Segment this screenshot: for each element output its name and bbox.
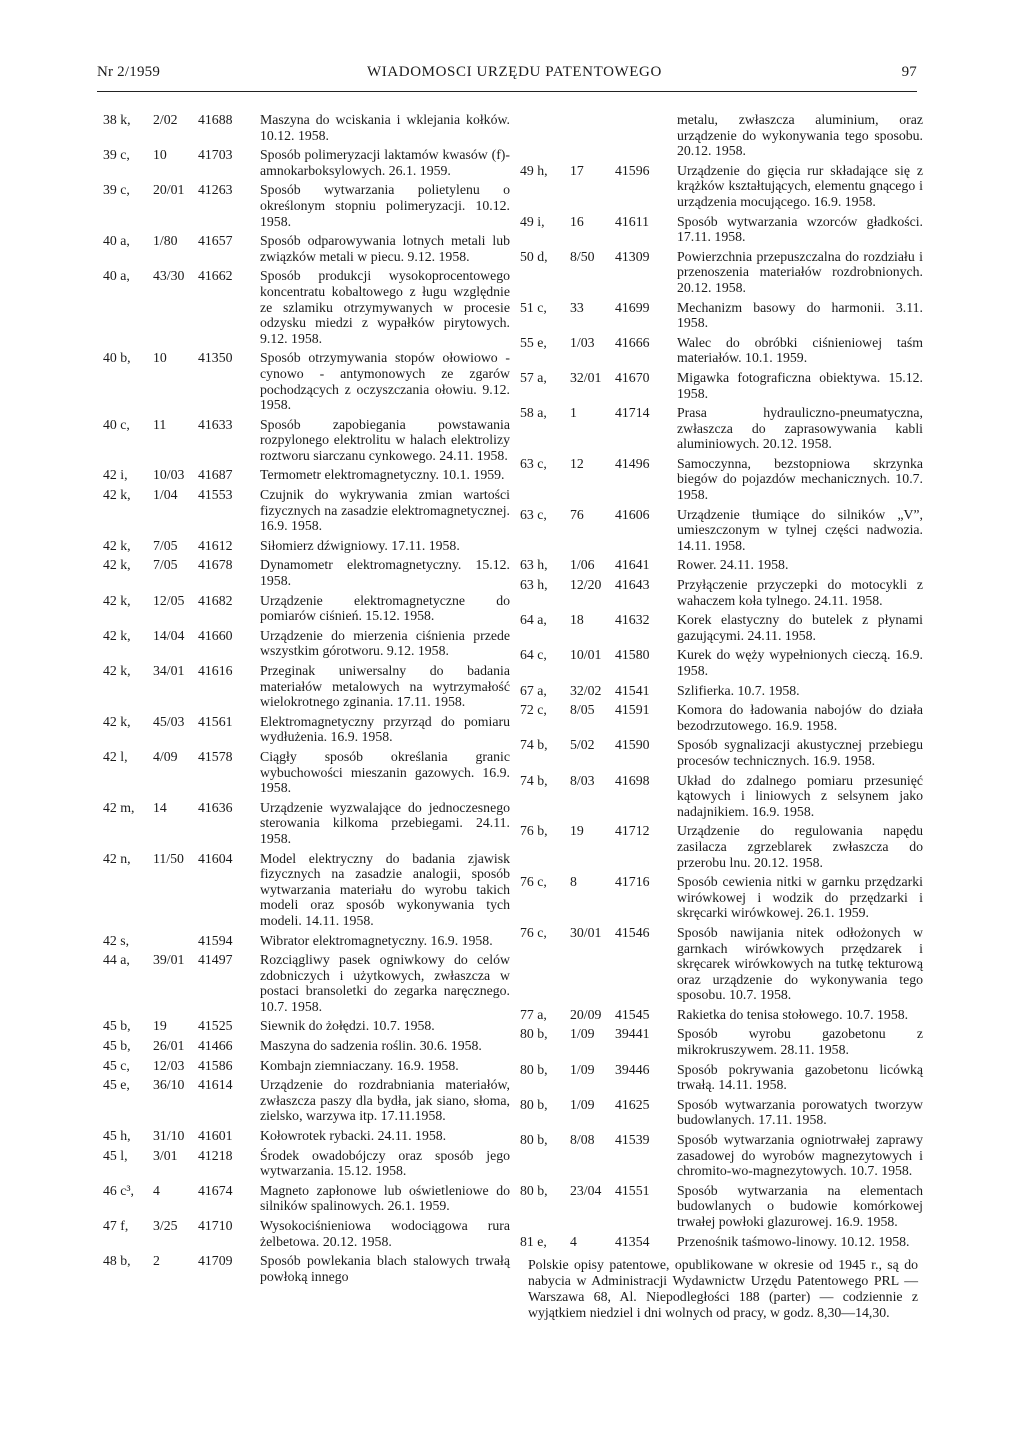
group-code: 39/01 <box>153 952 185 968</box>
patent-entry <box>103 1058 513 1074</box>
patent-number: 41606 <box>615 506 650 522</box>
class-code: 45 e, <box>103 1077 130 1093</box>
patent-number: 41551 <box>615 1182 650 1198</box>
patent-title: Korek elastyczny do butelek z płynami gazującymi. 24.11. 1958. <box>677 612 923 643</box>
class-code: 42 k, <box>103 663 131 678</box>
patent-number: 41539 <box>615 1132 650 1148</box>
class-code: 81 e, <box>520 1233 547 1249</box>
patent-number: 41662 <box>198 268 233 284</box>
patent-title: Środek owadobójczy oraz sposób jego wytwarzania. 15.12. 1958. <box>260 1147 510 1179</box>
patent-entry <box>103 487 513 534</box>
class-code: 47 f, <box>103 1218 129 1233</box>
patent-entry <box>520 334 923 366</box>
left-column <box>103 112 513 1288</box>
patent-title: Czujnik do wykrywania zmian wartości fizycznych na zasadzie elektromagnetycznej. 16.9. 1958. <box>260 487 510 534</box>
patent-number: 41218 <box>198 1147 233 1163</box>
patent-entry <box>520 299 923 331</box>
patent-title: Urządzenie do gięcia rur składające się z krążków kształtujących, elementu gnącego i urządzenia mocującego. 16.9. 1958. <box>677 162 923 209</box>
patent-number: 41545 <box>615 1006 650 1022</box>
patent-number: 41641 <box>615 557 650 573</box>
patent-number: 41546 <box>615 924 650 940</box>
class-code: 76 c, <box>520 874 547 890</box>
group-code: 23/04 <box>570 1182 602 1198</box>
patent-entry <box>103 1128 513 1144</box>
patent-entry <box>103 1183 513 1214</box>
patent-title: Urządzenie do regulowania napędu zasilacza zgrzeblarek zwłaszcza do przerobu lnu. 20.12. 1958. <box>677 823 923 870</box>
group-code: 2 <box>153 1253 160 1269</box>
patent-entry <box>520 647 923 678</box>
patent-title: Maszyna do sadzenia roślin. 30.6. 1958. <box>260 1038 482 1054</box>
patent-number: 41643 <box>615 577 650 593</box>
patent-entry <box>103 851 513 929</box>
class-code: 38 k, <box>103 112 131 127</box>
patent-entry <box>520 162 923 210</box>
patent-number: 41604 <box>198 850 233 866</box>
patent-number: 41553 <box>198 487 233 503</box>
patent-number: 41350 <box>198 350 233 366</box>
group-code: 1/03 <box>570 334 595 350</box>
class-code: 45 h, <box>103 1128 131 1144</box>
patent-entry <box>520 1007 920 1023</box>
patent-entry <box>520 557 920 573</box>
patent-title: Sposób wyrobu gazobetonu z mikrokruszywem. 28.11. 1958. <box>677 1026 923 1058</box>
group-code: 10 <box>153 350 167 366</box>
group-code: 14/04 <box>153 627 185 643</box>
class-code: 40 b, <box>103 350 131 366</box>
patent-title: Ciągły sposób określania granic wybuchowości mieszanin gazowych. 16.9. 1958. <box>260 748 510 796</box>
class-code: 44 a, <box>103 952 130 968</box>
class-code: 76 c, <box>520 924 547 940</box>
patent-entry <box>520 405 923 452</box>
patent-title: Przenośnik taśmowo-linowy. 10.12. 1958. <box>677 1233 910 1249</box>
patent-title: Urządzenie do mierzenia ciśnienia przede wszystkim górotworu. 9.12. 1958. <box>260 627 510 659</box>
class-code: 80 b, <box>520 1132 548 1148</box>
class-code: 77 a, <box>520 1006 547 1022</box>
patent-title: Sposób polimeryzacji laktamów kwasów (f)- amnokarboksylowych. 26.1. 1959. <box>260 147 510 178</box>
patent-number: 41712 <box>615 823 650 839</box>
group-code: 1/09 <box>570 1026 595 1042</box>
class-code: 42 k, <box>103 713 131 729</box>
group-code: 3/01 <box>153 1147 178 1163</box>
patent-entry <box>520 577 923 608</box>
patent-entry <box>520 455 923 503</box>
patent-number: 41497 <box>198 952 233 968</box>
patent-entry <box>520 1234 920 1250</box>
class-code: 63 h, <box>520 557 548 573</box>
patent-title: Sposób nawijania nitek odłożonych w garnkach wirówkowych przędzarek i skręcarek wirówkowych na tutkę tekturową oraz urządzenie do wykonywania tego sposobu. 10.7. 1958. <box>677 924 923 1003</box>
patent-number: 41636 <box>198 799 233 815</box>
patent-entry <box>103 268 513 346</box>
patent-entry <box>520 772 923 820</box>
class-code: 63 h, <box>520 577 548 593</box>
patent-title: Mechanizm basowy do harmonii. 3.11. 1958. <box>677 299 923 331</box>
patent-title: Wibrator elektromagnetyczny. 16.9. 1958. <box>260 932 493 948</box>
patent-entry <box>520 1096 923 1128</box>
class-code: 58 a, <box>520 405 547 421</box>
class-code: 80 b, <box>520 1096 548 1112</box>
patent-title: Sposób powlekania blach stalowych trwałą powłoką innego <box>260 1253 510 1284</box>
patent-entry <box>103 1038 513 1054</box>
patent-entry <box>103 112 513 143</box>
group-code: 10/01 <box>570 647 602 663</box>
patent-entry <box>520 702 923 733</box>
class-code: 49 h, <box>520 162 548 178</box>
patent-number: 41633 <box>198 416 233 432</box>
group-code: 8 <box>570 874 577 890</box>
class-code: 42 k, <box>103 487 131 503</box>
patent-entry <box>520 924 923 1003</box>
patent-number: 41561 <box>198 713 233 729</box>
patent-title: Powierzchnia przepuszczalna do rozdziału i przenoszenia materiałów rozdrobnionych. 20.12. 1958. <box>677 248 923 295</box>
group-code: 76 <box>570 506 584 522</box>
patent-title: Prasa hydrauliczno-pneumatyczna, zwłaszcza do zaprasowywania kabli aluminiowych. 20.12. 1958. <box>677 405 923 452</box>
patent-number: 41580 <box>615 647 650 663</box>
patent-entry <box>103 147 513 178</box>
class-code: 40 c, <box>103 416 130 432</box>
group-code: 20/09 <box>570 1006 602 1022</box>
patent-title: Migawka fotograficzna obiektywa. 15.12. 1958. <box>677 369 923 401</box>
group-code: 8/08 <box>570 1132 595 1148</box>
group-code: 33 <box>570 299 584 315</box>
group-code: 19 <box>570 823 584 839</box>
group-code: 43/30 <box>153 268 185 284</box>
patent-number: 41596 <box>615 162 650 178</box>
patent-title: Komora do ładowania nabojów do działa bezodrzutowego. 16.9. 1958. <box>677 702 923 733</box>
group-code: 45/03 <box>153 713 185 729</box>
patent-title: Sposób produkcji wysokoprocentowego koncentratu kobaltowego z ługu względnie ze szlamiku otrzymywanych w procesie odzysku miedzi z wypałków pirytowych. 9.12. 1958. <box>260 268 510 346</box>
patent-entry <box>103 749 513 796</box>
patent-entry <box>520 737 923 768</box>
patent-entry <box>520 874 923 921</box>
patent-entry <box>103 1218 513 1249</box>
group-code: 12/20 <box>570 577 602 593</box>
group-code: 4 <box>153 1182 160 1198</box>
patent-number: 41263 <box>198 182 233 198</box>
group-code: 34/01 <box>153 663 185 678</box>
group-code: 12/03 <box>153 1057 185 1073</box>
group-code: 10 <box>153 147 167 163</box>
group-code: 18 <box>570 612 584 628</box>
group-code: 11 <box>153 416 167 432</box>
patent-number: 41699 <box>615 299 650 315</box>
right-column <box>520 112 923 1253</box>
patent-number: 41525 <box>198 1018 233 1034</box>
class-code: 46 c³, <box>103 1182 134 1198</box>
patent-entry <box>520 1061 923 1093</box>
class-code: 50 d, <box>520 248 548 264</box>
patent-entry <box>520 1026 923 1058</box>
patent-entry <box>520 369 923 401</box>
class-code: 42 s, <box>103 932 130 948</box>
patent-title: Przeginak uniwersalny do badania materiałów metalowych na wytrzymałość wielokrotnego zginania. 17.11. 1958. <box>260 663 510 710</box>
patent-number: 41586 <box>198 1057 233 1073</box>
class-code: 63 c, <box>520 506 547 522</box>
class-code: 45 l, <box>103 1147 128 1163</box>
group-code: 7/05 <box>153 537 178 553</box>
patent-title: Magneto zapłonowe lub oświetleniowe do silników spalinowych. 26.1. 1959. <box>260 1182 510 1214</box>
group-code: 17 <box>570 162 584 178</box>
patent-title: Sposób pokrywania gazobetonu licówką trwałą. 14.11. 1958. <box>677 1061 923 1093</box>
patent-title: Sposób otrzymywania stopów ołowiowo - cynowo - antymonowych ze zgarów pochodzących z oczyszczania ołowiu. 9.12. 1958. <box>260 350 510 413</box>
class-code: 74 b, <box>520 772 548 788</box>
patent-title: Sposób wytwarzania na elementach budowlanych o budowie komórkowej trwałej powłoki glazurowej. 16.9. 1958. <box>677 1182 923 1229</box>
class-code: 39 c, <box>103 147 130 163</box>
patent-number: 41688 <box>198 112 233 127</box>
patent-entry <box>103 714 513 745</box>
group-code: 14 <box>153 799 167 815</box>
group-code: 1/09 <box>570 1061 595 1077</box>
patent-number: 41678 <box>198 557 233 573</box>
patent-number: 41309 <box>615 248 650 264</box>
patent-title: Dynamometr elektromagnetyczny. 15.12. 1958. <box>260 557 510 589</box>
class-code: 42 i, <box>103 467 128 483</box>
patent-entry <box>103 1077 513 1124</box>
patent-number: 41670 <box>615 369 650 385</box>
patent-entry <box>520 1132 923 1179</box>
patent-number: 41466 <box>198 1038 233 1054</box>
group-code: 8/50 <box>570 248 595 264</box>
patent-title: Siewnik do żołędzi. 10.7. 1958. <box>260 1018 435 1034</box>
patent-title: Urządzenie tłumiące do silników „V”, umieszczonym w tylnej części nadwozia. 14.11. 1958. <box>677 506 923 553</box>
patent-title: Sposób odparowywania lotnych metali lub związków metali w piecu. 9.12. 1958. <box>260 233 510 264</box>
group-code: 12 <box>570 455 584 471</box>
class-code: 80 b, <box>520 1061 548 1077</box>
patent-entry <box>103 800 513 847</box>
patent-title: Układ do zdalnego pomiaru przesunięć kątowych i liniowych z selsynem jako nadajnikiem. 16.9. 1958. <box>677 772 923 819</box>
class-code: 42 m, <box>103 799 135 815</box>
patent-entry <box>103 628 513 659</box>
patent-number: 41714 <box>615 405 650 421</box>
group-code: 11/50 <box>153 850 184 866</box>
class-code: 74 b, <box>520 737 548 753</box>
group-code: 20/01 <box>153 182 185 198</box>
patent-title: Urządzenie wyzwalające do jednoczesnego sterowania kilkoma przebiegami. 24.11. 1958. <box>260 799 510 846</box>
patent-number: 41354 <box>615 1233 650 1249</box>
patent-entry <box>520 683 920 699</box>
patent-number: 41657 <box>198 233 233 249</box>
patent-entry <box>103 557 513 588</box>
patent-entry <box>520 506 923 554</box>
group-code: 4/09 <box>153 748 178 764</box>
group-code: 1/80 <box>153 233 178 249</box>
group-code: 30/01 <box>570 924 602 940</box>
purchase-notice: Polskie opisy patentowe, opublikowane w okresie od 1945 r., są do nabycia w Administracji Wydawnictw Urzędu Patentowego PRL — Warszawa 68, Al. Niepodległości 188 (parter) — codziennie z wyjątkiem niedziel i dni wolnych od pracy, w godz. 8,30—14,30. <box>528 1257 918 1320</box>
page-header <box>97 64 917 94</box>
group-code: 32/02 <box>570 682 602 698</box>
class-code: 67 a, <box>520 682 547 698</box>
patent-number: 41698 <box>615 772 650 788</box>
class-code: 42 k, <box>103 627 131 643</box>
patent-title: Wysokociśnieniowa wodociągowa rura żelbetowa. 20.12. 1958. <box>260 1218 510 1249</box>
patent-title: Elektromagnetyczny przyrząd do pomiaru wydłużenia. 16.9. 1958. <box>260 713 510 745</box>
class-code: 51 c, <box>520 299 547 315</box>
class-code: 42 l, <box>103 748 128 764</box>
patent-number: 41716 <box>615 874 650 890</box>
patent-number: 41594 <box>198 932 233 948</box>
patent-entry <box>520 248 923 296</box>
patent-entry <box>103 1253 513 1284</box>
class-code: 57 a, <box>520 369 547 385</box>
class-code: 48 b, <box>103 1253 131 1269</box>
patent-title: Przyłączenie przyczepki do motocykli z wahaczem koła tylnego. 24.11. 1958. <box>677 577 923 608</box>
patent-title: Walec do obróbki ciśnieniowej taśm materiałów. 10.1. 1959. <box>677 334 923 366</box>
journal-title: WIADOMOSCI URZĘDU PATENTOWEGO <box>367 64 662 80</box>
class-code: 42 k, <box>103 557 131 573</box>
patent-title: Sposób sygnalizacji akustycznej przebiegu procesów technicznych. 16.9. 1958. <box>677 737 923 768</box>
group-code: 3/25 <box>153 1218 178 1233</box>
patent-entry <box>103 663 513 710</box>
class-code: 45 b, <box>103 1038 131 1054</box>
patent-number: 41682 <box>198 592 233 608</box>
patent-entry <box>103 350 513 412</box>
group-code: 2/02 <box>153 112 178 127</box>
patent-number: 41674 <box>198 1182 233 1198</box>
class-code: 63 c, <box>520 455 547 471</box>
patent-title: Szlifierka. 10.7. 1958. <box>677 682 800 698</box>
patent-title: Kombajn ziemniaczany. 16.9. 1958. <box>260 1057 459 1073</box>
patent-title: Sposób wytwarzania porowatych tworzyw budowlanych. 17.11. 1958. <box>677 1096 923 1128</box>
group-code: 26/01 <box>153 1038 185 1054</box>
patent-title: Termometr elektromagnetyczny. 10.1. 1959. <box>260 467 505 483</box>
patent-number: 41703 <box>198 147 233 163</box>
class-code: 42 n, <box>103 850 131 866</box>
header-rule <box>97 91 917 92</box>
patent-title: Sposób wytwarzania wzorców gładkości. 17.11. 1958. <box>677 213 923 245</box>
group-code: 16 <box>570 213 584 229</box>
patent-title: Maszyna do wciskania i wklejania kołków. 10.12. 1958. <box>260 112 510 143</box>
patent-title: Sposób wytwarzania polietylenu o określonym stopniu polimeryzacji. 10.12. 1958. <box>260 182 510 229</box>
patent-entry <box>103 538 513 554</box>
class-code: 80 b, <box>520 1182 548 1198</box>
patent-title: Kurek do węży wypełnionych cieczą. 16.9. 1958. <box>677 647 923 678</box>
patent-number: 41541 <box>615 682 650 698</box>
patent-title: Rozciągliwy pasek ogniwkowy do celów zdobniczych i użytkowych, zwłaszcza w postaci bransoletki do zegarka naręcznego. 10.7. 1958. <box>260 952 510 1014</box>
class-code: 45 c, <box>103 1057 130 1073</box>
patent-entry <box>103 1148 513 1179</box>
class-code: 45 b, <box>103 1018 131 1034</box>
group-code: 1/09 <box>570 1096 595 1112</box>
patent-number: 41601 <box>198 1128 233 1144</box>
group-code: 8/05 <box>570 702 595 718</box>
class-code: 72 c, <box>520 702 547 718</box>
patent-entry <box>103 952 513 1014</box>
patent-entry <box>520 823 923 870</box>
patent-number: 41666 <box>615 334 650 350</box>
patent-title: Siłomierz dźwigniowy. 17.11. 1958. <box>260 537 460 553</box>
patent-entry <box>520 612 923 643</box>
class-code: 39 c, <box>103 182 130 198</box>
class-code: 49 i, <box>520 213 545 229</box>
patent-number: 39441 <box>615 1026 650 1042</box>
patent-number: 41614 <box>198 1077 233 1093</box>
patent-entry <box>103 1018 513 1034</box>
patent-number: 41710 <box>198 1218 233 1233</box>
group-code: 8/03 <box>570 772 595 788</box>
class-code: 80 b, <box>520 1026 548 1042</box>
patent-number: 41578 <box>198 748 233 764</box>
patent-number: 41591 <box>615 702 650 718</box>
patent-entry <box>103 467 513 483</box>
patent-title: Sposób cewienia nitki w garnku przędzarki wirówkowej i wodzik do przędzarki i skręcarki wirówkowej. 26.1. 1959. <box>677 874 923 921</box>
patent-number: 41612 <box>198 537 233 553</box>
class-code: 42 k, <box>103 537 131 553</box>
patent-number: 41660 <box>198 627 233 643</box>
patent-number: 41709 <box>198 1253 233 1269</box>
group-code: 4 <box>570 1233 577 1249</box>
patent-title: Samoczynna, bezstopniowa skrzynka biegów do pojazdów mechanicznych. 10.7. 1958. <box>677 455 923 503</box>
class-code: 40 a, <box>103 233 130 249</box>
patent-number: 41625 <box>615 1096 650 1112</box>
patent-entry <box>103 417 513 464</box>
group-code: 7/05 <box>153 557 178 573</box>
group-code: 32/01 <box>570 369 602 385</box>
group-code: 5/02 <box>570 737 595 753</box>
issue-number: Nr 2/1959 <box>97 64 161 80</box>
group-code: 31/10 <box>153 1128 185 1144</box>
patent-title: Rower. 24.11. 1958. <box>677 557 789 573</box>
patent-number: 41687 <box>198 467 233 483</box>
group-code: 12/05 <box>153 592 185 608</box>
class-code: 40 a, <box>103 268 130 284</box>
page-number: 97 <box>901 64 917 80</box>
class-code: 55 e, <box>520 334 547 350</box>
patent-title: Kołowrotek rybacki. 24.11. 1958. <box>260 1128 447 1144</box>
patent-entry <box>103 593 513 624</box>
patent-entry <box>520 1182 923 1230</box>
patent-title: Model elektryczny do badania zjawisk fizycznych na zasadzie analogii, sposób wytwarzania materiału do wyrobu takich modeli oraz sposób wykonywania tych modeli. 14.11. 1958. <box>260 850 510 928</box>
patent-entry <box>103 182 513 229</box>
group-code: 1/06 <box>570 557 595 573</box>
class-code: 42 k, <box>103 592 131 608</box>
group-code: 10/03 <box>153 467 185 483</box>
group-code: 1/04 <box>153 487 178 503</box>
patent-number: 41616 <box>198 663 233 678</box>
patent-title: Urządzenie elektromagnetyczne do pomiarów ciśnień. 15.12. 1958. <box>260 592 510 624</box>
group-code: 1 <box>570 405 577 421</box>
patent-title: Rakietka do tenisa stołowego. 10.7. 1958. <box>677 1006 909 1022</box>
patent-number: 39446 <box>615 1061 650 1077</box>
patent-number: 41496 <box>615 455 650 471</box>
patent-title: Sposób zapobiegania powstawania rozpylonego elektrolitu w halach elektrolizy roztworu siarczanu cynkowego. 24.11. 1958. <box>260 416 510 463</box>
patent-entry <box>103 233 513 264</box>
patent-entry <box>520 213 923 245</box>
group-code: 19 <box>153 1018 167 1034</box>
class-code: 64 a, <box>520 612 547 628</box>
patent-number: 41611 <box>615 213 649 229</box>
patent-number: 41590 <box>615 737 650 753</box>
patent-title: Sposób wytwarzania ogniotrwałej zaprawy zasadowej do wyrobów magnezytowych i chromito-wo-magnezytowych. 10.7. 1958. <box>677 1132 923 1179</box>
patent-title: Urządzenie do rozdrabniania materiałów, zwłaszcza paszy dla bydła, jak siano, słoma, zielsko, warzywa itp. 17.11.1958. <box>260 1077 510 1124</box>
class-code: 64 c, <box>520 647 547 663</box>
patent-entry <box>103 933 513 949</box>
class-code: 76 b, <box>520 823 548 839</box>
group-code: 36/10 <box>153 1077 185 1093</box>
patent-number: 41632 <box>615 612 650 628</box>
continued-entry-text: metalu, zwłaszcza aluminium, oraz urządzenie do wykonywania tego sposobu. 20.12. 1958. <box>677 112 923 159</box>
